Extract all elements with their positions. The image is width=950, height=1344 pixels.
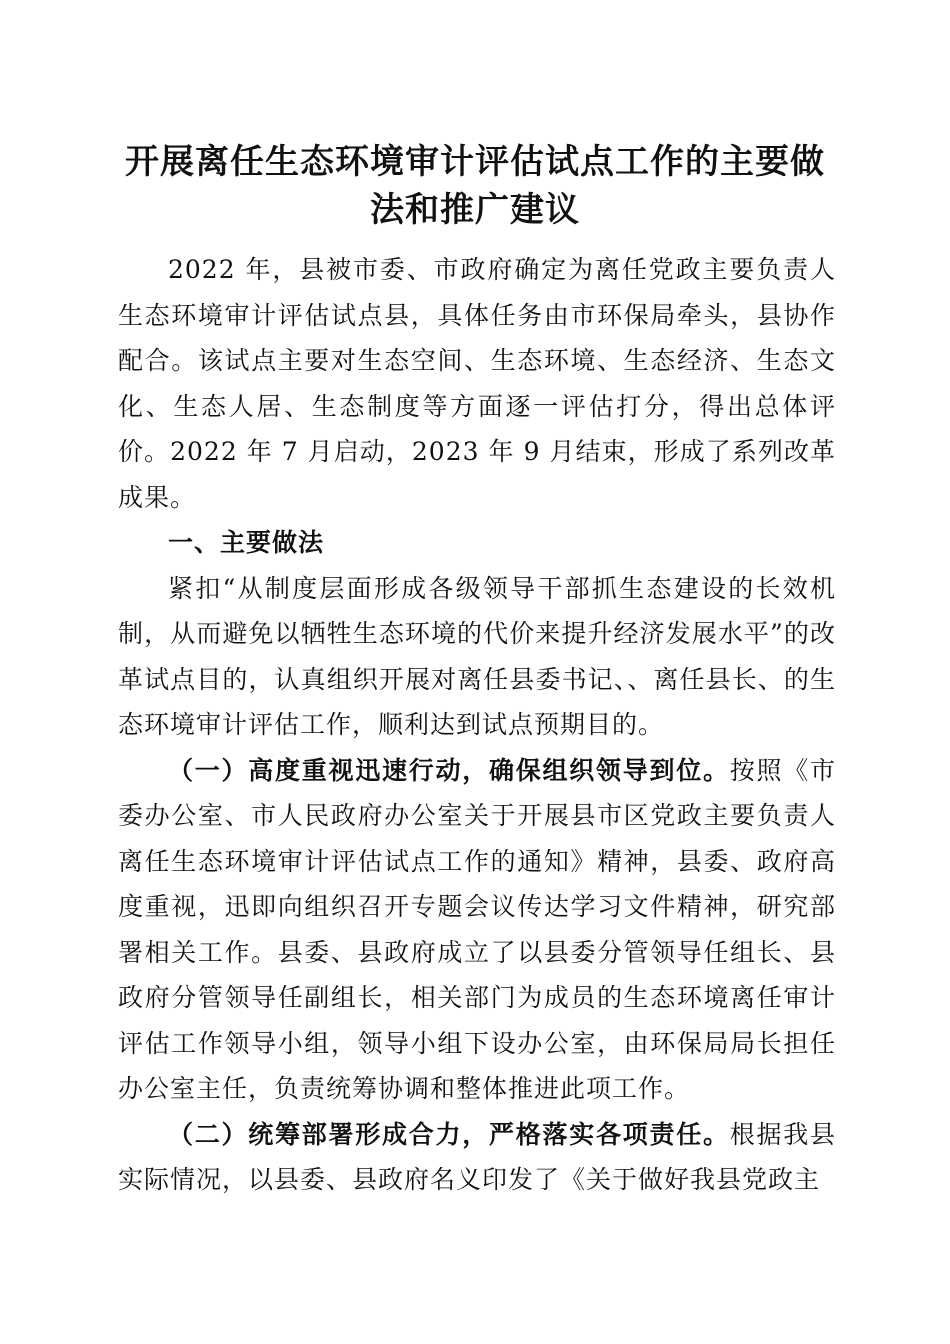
document-title-line-1: 开展离任生态环境审计评估试点工作的主要做: [125, 142, 825, 182]
intro-paragraph: 2022 年，县被市委、市政府确定为离任党政主要负责人生态环境审计评估试点县，具体任务由市环保局牵头，县协作配合。该试点主要对生态空间、生态环境、生态经济、生态文化、生态人居、生态制度等方面逐一评估打分，得出总体评价。2022 年 7 月启动，2023 年 9 月结束，形成了系列改革成果。: [118, 255, 836, 512]
document-body: [118, 247, 836, 1203]
subsection-1-paragraph: [118, 748, 836, 1112]
subsection-2-paragraph: [118, 1112, 836, 1203]
section-intro-paragraph: 紧扣“从制度层面形成各级领导干部抓生态建设的长效机制，从而避免以牺牲生态环境的代价来提升经济发展水平”的改革试点目的，认真组织开展对离任县委书记、、离任县长、的生态环境审计评估工作，顺利达到试点预期目的。: [118, 573, 836, 739]
document-title-line-2: 法和推广建议: [370, 190, 580, 230]
subsection-1-heading: （一）高度重视迅速行动，确保组织领导到位。: [168, 755, 730, 785]
section-heading: 一、主要做法: [168, 528, 325, 557]
subsection-2-heading: （二）统筹部署形成合力，严格落实各项责任。: [168, 1119, 730, 1149]
subsection-2-text: 根据我县实际情况，以县委、县政府名义印发了《关于做好我县党政主: [118, 1119, 836, 1194]
subsection-1-text: 按照《市委办公室、市人民政府办公室关于开展县市区党政主要负责人离任生态环境审计评估试点工作的通知》精神，县委、政府高度重视，迅即向组织召开专题会议传达学习文件精神，研究部署相关工作。县委、县政府成立了以县委分管领导任组长、县政府分管领导任副组长，相关部门为成员的生态环境离任审计评估工作领导小组，领导小组下设办公室，由环保局局长担任办公室主任，负责统筹协调和整体推进此项工作。: [118, 755, 836, 1103]
